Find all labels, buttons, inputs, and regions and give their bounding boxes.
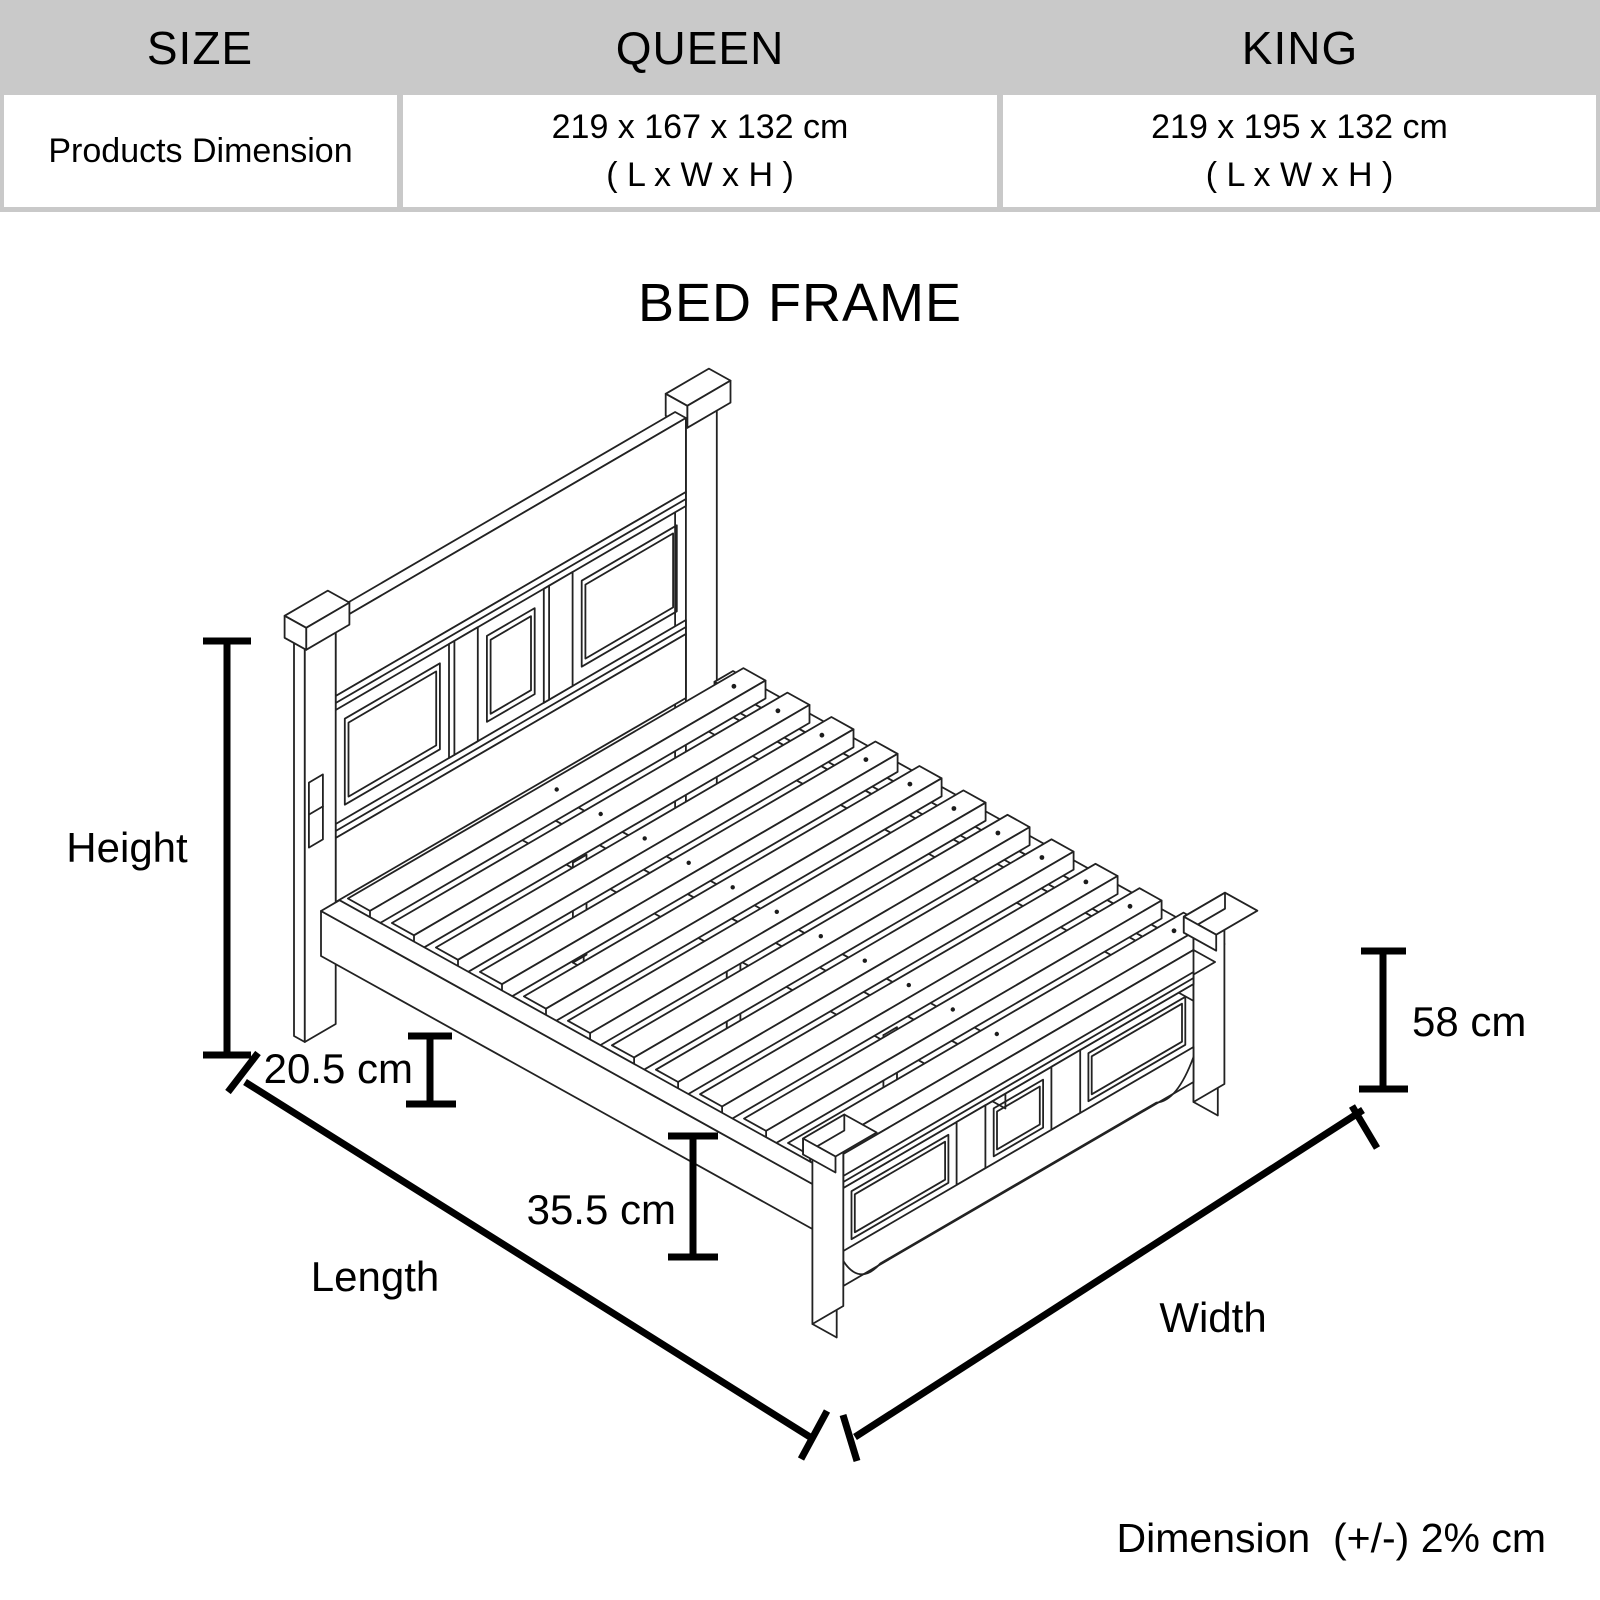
- width-dimension-line: [855, 1110, 1363, 1437]
- height-label: Height: [66, 824, 188, 871]
- base-height-label: 35.5 cm: [526, 1186, 676, 1233]
- queen-dimension-value: 219 x 167 x 132 cm: [551, 108, 849, 146]
- col-header-king: KING: [1241, 21, 1359, 74]
- tolerance-note: Dimension (+/-) 2% cm: [1116, 1515, 1546, 1561]
- col-header-queen: QUEEN: [615, 21, 785, 74]
- width-start-tick: [843, 1415, 857, 1461]
- width-end-tick: [1352, 1106, 1377, 1148]
- bed-frame-line-art: [285, 369, 1258, 1338]
- clearance-label: 20.5 cm: [263, 1045, 413, 1092]
- footboard-height-label: 58 cm: [1412, 998, 1527, 1045]
- col-header-size: SIZE: [146, 21, 254, 74]
- diagram-title: BED FRAME: [637, 273, 963, 333]
- king-dimension-value: 219 x 195 x 132 cm: [1151, 108, 1448, 146]
- king-dimension-axes: ( L x W x H ): [1205, 156, 1394, 194]
- row-label-products-dimension: Products Dimension: [0, 95, 397, 207]
- length-label: Length: [310, 1253, 440, 1300]
- queen-dimension-axes: ( L x W x H ): [606, 156, 794, 194]
- width-label: Width: [1159, 1294, 1267, 1341]
